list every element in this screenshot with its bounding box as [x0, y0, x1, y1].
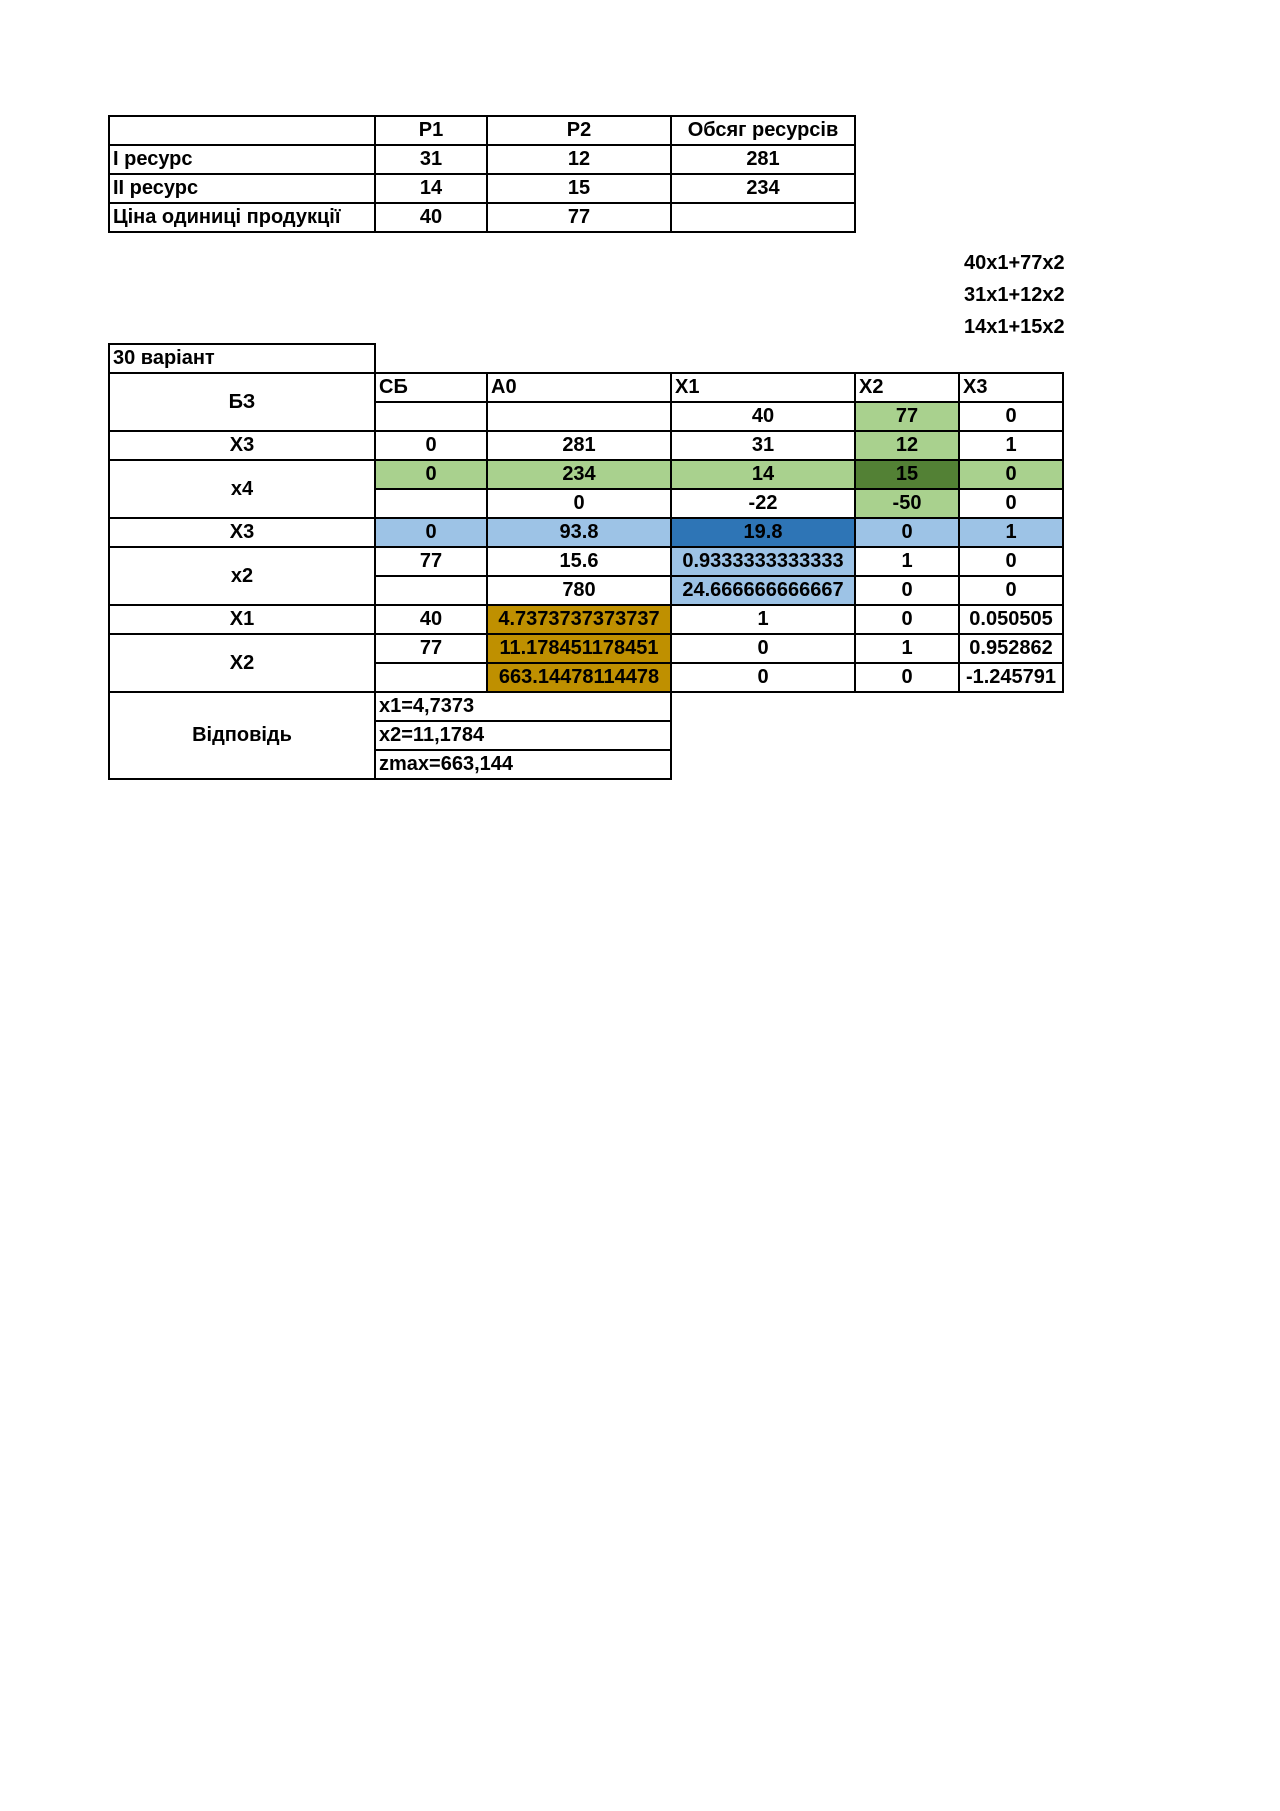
row-label[interactable]: II ресурс: [109, 174, 375, 203]
cell[interactable]: 0: [959, 460, 1063, 489]
constraint-formula-2[interactable]: 14x1+15x2: [964, 316, 1065, 338]
answer-label[interactable]: Відповідь: [109, 692, 375, 779]
table-row: [109, 344, 1063, 373]
cell[interactable]: [375, 663, 487, 692]
table-row: [109, 116, 855, 145]
variant-title[interactable]: 30 варіант: [109, 344, 375, 373]
header-a0[interactable]: A0: [487, 373, 671, 402]
pivot-cell[interactable]: 15: [855, 460, 959, 489]
cell[interactable]: [375, 489, 487, 518]
pivot-cell[interactable]: 19.8: [671, 518, 855, 547]
cell[interactable]: [375, 402, 487, 431]
basis-label[interactable]: X3: [109, 431, 375, 460]
table-row: [109, 460, 1063, 489]
cell[interactable]: 281: [487, 431, 671, 460]
cell[interactable]: 0: [375, 460, 487, 489]
cell[interactable]: 40: [375, 203, 487, 232]
result-cell[interactable]: 663.14478114478: [487, 663, 671, 692]
cell[interactable]: 1: [855, 547, 959, 576]
coeff-x3[interactable]: 0: [959, 402, 1063, 431]
result-cell[interactable]: 11.178451178451: [487, 634, 671, 663]
empty-cell: [671, 750, 1063, 779]
table-row: [109, 373, 1063, 402]
cell[interactable]: 77: [375, 634, 487, 663]
table-row: [109, 547, 1063, 576]
cell[interactable]: 0: [375, 518, 487, 547]
empty-cell: [671, 692, 1063, 721]
cell[interactable]: 1: [959, 518, 1063, 547]
cell[interactable]: 77: [375, 547, 487, 576]
header-x2[interactable]: X2: [855, 373, 959, 402]
basis-label[interactable]: X2: [109, 634, 375, 692]
result-cell[interactable]: 4.7373737373737: [487, 605, 671, 634]
answer-line[interactable]: x2=11,1784: [375, 721, 671, 750]
table-row: [109, 431, 1063, 460]
cell[interactable]: 0: [671, 634, 855, 663]
cell[interactable]: 234: [487, 460, 671, 489]
header-x3[interactable]: X3: [959, 373, 1063, 402]
table-row: [109, 605, 1063, 634]
header-bz[interactable]: БЗ: [109, 373, 375, 431]
cell[interactable]: 234: [671, 174, 855, 203]
empty-cell: [671, 721, 1063, 750]
row-label[interactable]: Ціна одиниці продукції: [109, 203, 375, 232]
cell[interactable]: 0: [959, 489, 1063, 518]
cell[interactable]: 77: [487, 203, 671, 232]
cell[interactable]: 0: [959, 547, 1063, 576]
empty-cell: [375, 344, 1063, 373]
row-label[interactable]: I ресурс: [109, 145, 375, 174]
coeff-x1[interactable]: 40: [671, 402, 855, 431]
cell[interactable]: 12: [855, 431, 959, 460]
header-x1[interactable]: X1: [671, 373, 855, 402]
coeff-x2[interactable]: 77: [855, 402, 959, 431]
resources-table: [108, 115, 856, 233]
basis-label[interactable]: x2: [109, 547, 375, 605]
basis-label[interactable]: X3: [109, 518, 375, 547]
basis-label[interactable]: x4: [109, 460, 375, 518]
header-sb[interactable]: СБ: [375, 373, 487, 402]
cell[interactable]: 0.952862: [959, 634, 1063, 663]
cell[interactable]: 0: [855, 518, 959, 547]
cell[interactable]: 1: [671, 605, 855, 634]
simplex-table: [108, 343, 1064, 780]
cell[interactable]: 15.6: [487, 547, 671, 576]
cell[interactable]: 31: [671, 431, 855, 460]
cell[interactable]: 1: [855, 634, 959, 663]
cell[interactable]: 14: [375, 174, 487, 203]
cell[interactable]: 15: [487, 174, 671, 203]
cell[interactable]: [671, 203, 855, 232]
header-p1[interactable]: P1: [375, 116, 487, 145]
cell[interactable]: 0: [375, 431, 487, 460]
cell[interactable]: -50: [855, 489, 959, 518]
cell[interactable]: 0: [855, 605, 959, 634]
cell[interactable]: 40: [375, 605, 487, 634]
cell[interactable]: 0: [671, 663, 855, 692]
table-row: [109, 174, 855, 203]
cell[interactable]: 14: [671, 460, 855, 489]
cell[interactable]: 0: [855, 576, 959, 605]
answer-line[interactable]: x1=4,7373: [375, 692, 671, 721]
basis-label[interactable]: X1: [109, 605, 375, 634]
header-cell[interactable]: [109, 116, 375, 145]
constraint-formula-1[interactable]: 31x1+12x2: [964, 284, 1065, 306]
cell[interactable]: 0: [855, 663, 959, 692]
cell[interactable]: 0: [487, 489, 671, 518]
cell[interactable]: 31: [375, 145, 487, 174]
cell[interactable]: 780: [487, 576, 671, 605]
cell[interactable]: -1.245791: [959, 663, 1063, 692]
cell[interactable]: 0.050505: [959, 605, 1063, 634]
cell[interactable]: [487, 402, 671, 431]
table-row: [109, 692, 1063, 721]
cell[interactable]: -22: [671, 489, 855, 518]
cell[interactable]: 281: [671, 145, 855, 174]
table-row: [109, 203, 855, 232]
cell[interactable]: 0.9333333333333: [671, 547, 855, 576]
header-p2[interactable]: P2: [487, 116, 671, 145]
header-resource-volume[interactable]: Обсяг ресурсів: [671, 116, 855, 145]
table-row: [109, 518, 1063, 547]
table-row: [109, 145, 855, 174]
cell[interactable]: 0: [959, 576, 1063, 605]
objective-formula[interactable]: 40x1+77x2: [964, 252, 1065, 274]
cell[interactable]: 24.666666666667: [671, 576, 855, 605]
answer-line[interactable]: zmax=663,144: [375, 750, 671, 779]
cell[interactable]: [375, 576, 487, 605]
cell[interactable]: 12: [487, 145, 671, 174]
cell[interactable]: 93.8: [487, 518, 671, 547]
table-row: [109, 634, 1063, 663]
cell[interactable]: 1: [959, 431, 1063, 460]
